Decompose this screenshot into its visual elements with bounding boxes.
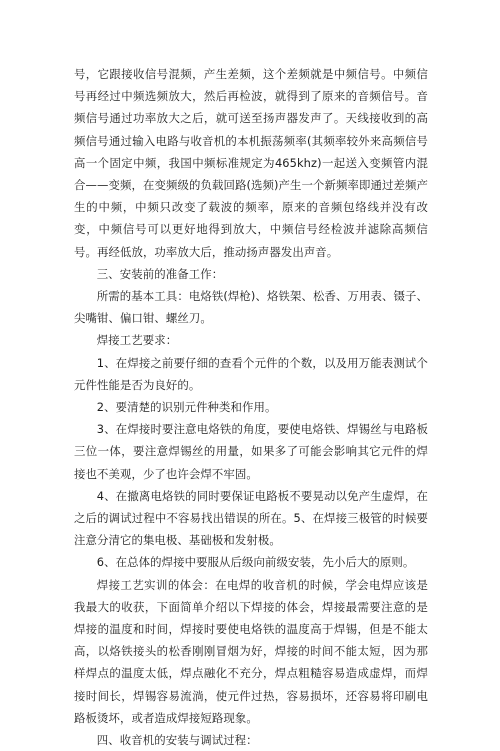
document-body — [74, 63, 428, 751]
requirement-item-2: 2、要清楚的识别元件种类和作用。 — [96, 400, 277, 415]
heading-assembly-debugging: 四、收音机的安装与调试过程： — [96, 733, 258, 748]
requirement-item-6: 6、在总体的焊接中要服从后级向前级安装，先小后大的原则。 — [96, 555, 415, 570]
requirement-item-3: 3、在焊接时要注意电烙铁的角度，要使电烙铁、焊锡丝与电路板三位一体，要注意焊锡丝的用量，如果多了可能会影响其它元件的焊接也不美观，少了也许会焊不牢固。 — [74, 422, 428, 481]
paragraph-principle: 号，它跟接收信号混频，产生差频，这个差频就是中频信号。中频信号再经过中频选频放大，然后再检波，就得到了原来的音频信号。音频信号通过功率放大之后，就可送至扬声器发声了。天线接收到的高频信号通过输入电路与收音机的本机振荡频率(其频率较外来高频信号高一个固定中频，我国中频标准规定为465khz)一起送入变频管内混合——变频，在变频级的负载回路(选频)产生一个新频率即通过差频产生的中频，中频只改变了载波的频率，原来的音频包络线并没有改变，中频信号可以更好地得到放大，中频信号经检波并滤除高频信号。再经低放，功率放大后，推动扬声器发出声音。 — [74, 67, 428, 259]
requirement-item-4-5: 4、在撤离电烙铁的同时要保证电路板不要晃动以免产生虚焊，在之后的调试过程中不容易找出错误的所在。5、在焊接三极管的时候要注意分清它的集电极、基础极和发射极。 — [74, 488, 428, 548]
paragraph-tools: 所需的基本工具：电烙铁(焊枪)、烙铁架、松香、万用表、镊子、尖嘴钳、偏口钳、螺丝刀。 — [74, 289, 428, 326]
paragraph-experience: 焊接工艺实训的体会：在电焊的收音机的时候，学会电焊应该是我最大的收获，下面简单介绍以下焊接的体会，焊接最需要注意的是焊接的温度和时间，焊接时要使电烙铁的温度高于焊锡，但是不能太高，以烙铁接头的松香刚刚冒烟为好，焊接的时间不能太短，因为那样焊点的温度太低，焊点融化不充分，焊点粗糙容易造成虚焊，而焊接时间长，焊锡容易流淌，使元件过热，容易损坏，还容易将印刷电路板烫坏，或者造成焊接短路现象。 — [74, 577, 428, 725]
heading-preparation: 三、安装前的准备工作： — [96, 266, 224, 281]
requirement-item-1: 1、在焊接之前要仔细的查看个元件的个数，以及用万能表测试个元件性能是否为良好的。 — [74, 355, 428, 392]
heading-welding-requirements: 焊接工艺要求： — [96, 333, 178, 348]
